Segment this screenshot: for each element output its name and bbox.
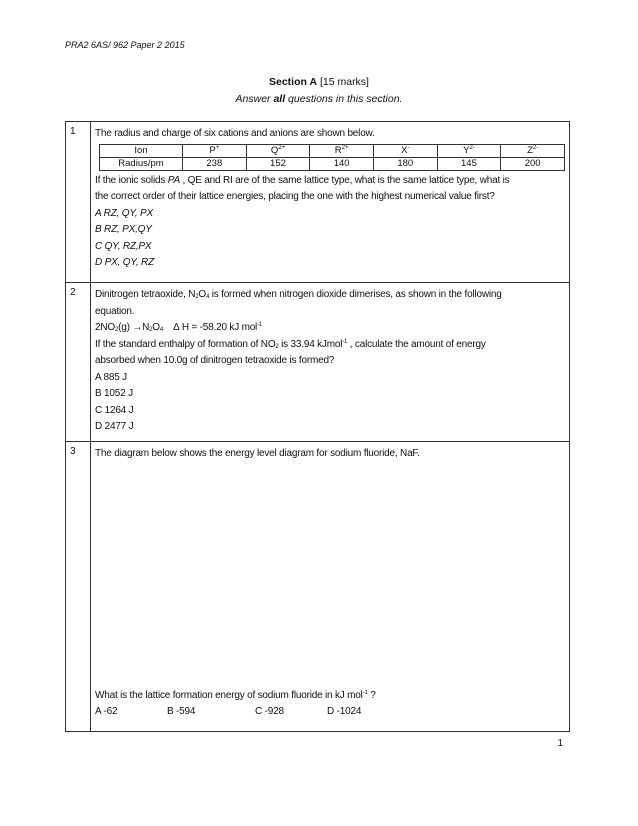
ion-cell: $Q^{2+}$ (246, 144, 310, 157)
question-body (91, 122, 570, 283)
ion-cell: X- (373, 144, 437, 157)
option-c: C QY, RZ,PX (95, 240, 152, 252)
equation: $2NO_2(g) \to N_2O_4$ ∆ H = -58.20 kJ mol$^{-1}$ (95, 322, 263, 333)
ion-cell: P+ (183, 144, 247, 157)
question-text: If the ionic solids PA , QE and RI are of the same lattice type, what is the same lattice type, what is (95, 174, 510, 186)
option-b: B -594 (167, 706, 196, 717)
question-text: equation. (95, 305, 135, 317)
section-title: Section A [15 marks] (269, 76, 369, 88)
option-c: C -928 (255, 706, 284, 717)
question-text: absorbed when 10.0g of dinitrogen tetraoxide is formed? (95, 355, 335, 366)
question-stem: The radius and charge of six cations and anions are shown below. (95, 128, 375, 139)
option-c: C 1264 J (95, 404, 134, 416)
question-body (91, 442, 570, 732)
option-d: D PX, QY, RZ (95, 257, 154, 268)
question-body (91, 283, 570, 442)
option-d: D 2477 J (95, 421, 134, 432)
question-3-row (66, 442, 570, 732)
question-text: Dinitrogen tetraoxide, $N_2O_4$ is formed when nitrogen dioxide dimerises, as shown in the following (95, 289, 502, 300)
options-row (95, 704, 565, 721)
radius-cell: 140 (310, 157, 374, 170)
radius-header: Radius/pm (100, 157, 183, 170)
question-text: If the standard enthalpy of formation of $NO_2$ is 33.94 kJmol$^{-1}$ , calculate the amount of energy (95, 338, 486, 350)
question-1-row (66, 122, 570, 283)
option-d: D -1024 (327, 706, 362, 717)
question-text: What is the lattice formation energy of sodium fluoride in kJ mol$^{-1}$ ? (95, 689, 376, 701)
diagram-area (95, 463, 565, 688)
ion-header: Ion (100, 144, 183, 157)
ion-table (99, 144, 565, 171)
radius-cell: 238 (183, 157, 247, 170)
radius-cell: 145 (437, 157, 501, 170)
arrow-icon: → (132, 322, 143, 333)
question-number: 2 (66, 283, 91, 442)
radius-cell: 180 (373, 157, 437, 170)
question-2-row (66, 283, 570, 442)
ion-cell: $Z^{2-}$ (501, 144, 565, 157)
option-a: A 885 J (95, 371, 127, 383)
question-stem: The diagram below shows the energy level diagram for sodium fluoride, NaF. (95, 448, 420, 459)
radius-cell: 200 (501, 157, 565, 170)
ion-cell: $Y^{2-}$ (437, 144, 501, 157)
question-text: the correct order of their lattice energies, placing the one with the highest numerical value first? (95, 191, 495, 202)
option-b: B RZ, PX,QY (95, 224, 152, 235)
page-number: 1 (557, 738, 563, 749)
section-instruction: Answer all questions in this section. (235, 93, 403, 105)
page-header: PRA2 6AS/ 962 Paper 2 2015 (65, 40, 185, 50)
option-b: B 1052 J (95, 388, 133, 399)
questions-table (65, 121, 570, 732)
question-number: 1 (66, 122, 91, 283)
option-a: A RZ, QY, PX (95, 207, 153, 219)
question-number: 3 (66, 442, 91, 732)
option-a: A -62 (95, 706, 118, 717)
radius-cell: 152 (246, 157, 310, 170)
ion-cell: $R^{2+}$ (310, 144, 374, 157)
